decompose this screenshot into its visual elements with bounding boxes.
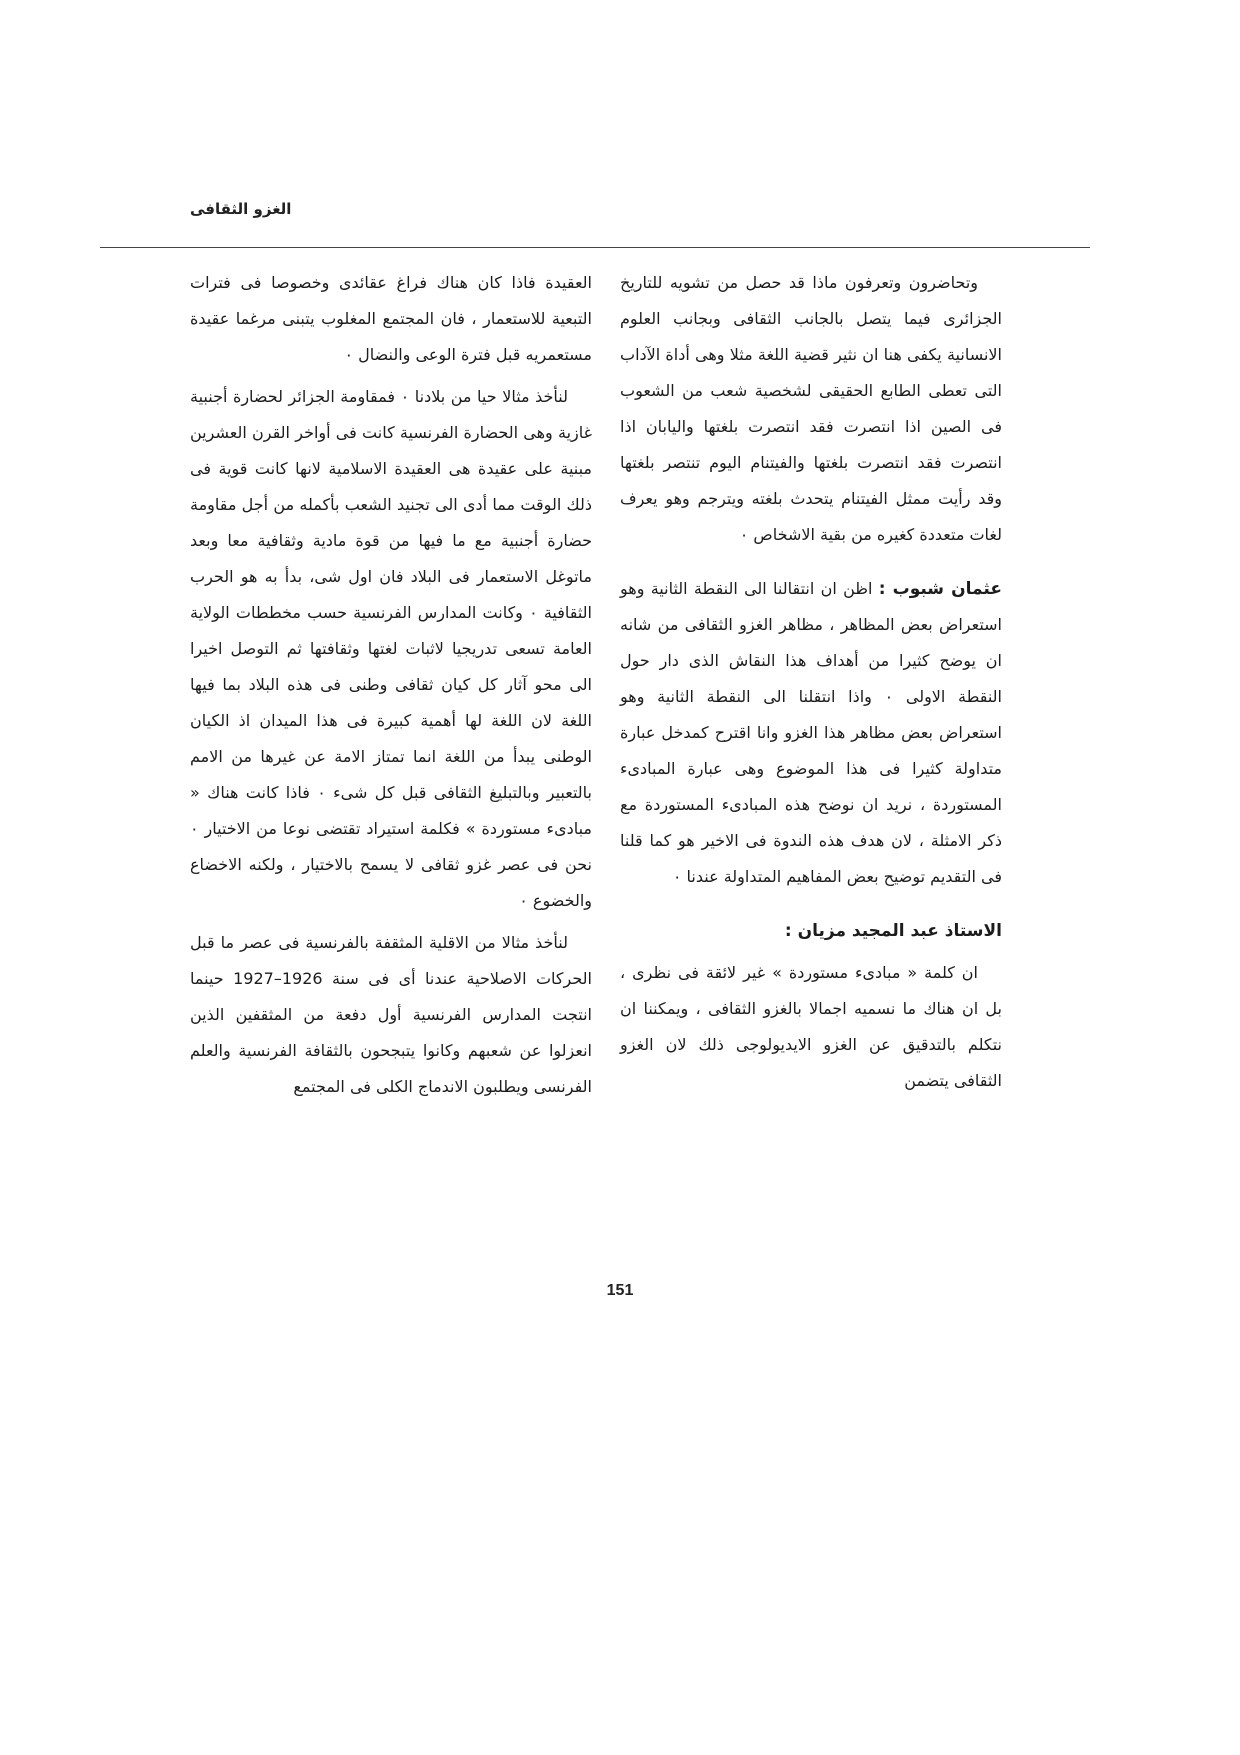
header-rule [100, 247, 1090, 248]
paragraph: وتحاضرون وتعرفون ماذا قد حصل من تشويه للتاريخ الجزائرى فيما يتصل بالجانب الثقافى وبجانب العلوم الانسانية يكفى هنا ان نثير قضية اللغة مثلا وهى أداة الآداب التى تعطى الطابع الحقيقى لشخصية شعب من الشعوب فى الصين اذا انتصرت فقد انتصرت بلغتها واليابان اذا انتصرت فقد انتصرت بلغتها والفيتنام اليوم تنتصر بلغتها وقد رأيت ممثل الفيتنام يتحدث بلغته ويترجم وهو يعرف لغات متعددة كغيره من بقية الاشخاص ٠ [620, 273, 1002, 544]
speaker-name: عثمان شبوب : [878, 579, 1002, 599]
speaker-text: ان كلمة « مبادىء مستوردة » غير لائقة فى نظرى ، بل ان هناك ما نسميه اجمالا بالغزو الثقافى ، ويمكننا ان نتكلم بالتدقيق عن الغزو الايديولوجى ذلك لان الغزو الثقافى يتضمن [620, 963, 1002, 1090]
left-column [190, 265, 592, 1111]
speaker-heading [620, 913, 1002, 949]
paragraph: لنأخذ مثالا من الاقلية المثقفة بالفرنسية فى عصر ما قبل الحركات الاصلاحية عندنا أى فى سنة 1926–1927 حينما انتجت المدارس الفرنسية أول دفعة من المثقفين الذين انعزلوا عن شعبهم وكانوا يتبجحون بالثقافة الفرنسية والعلم الفرنسى ويطلبون الاندماج الكلى فى المجتمع [190, 933, 592, 1096]
right-column [620, 265, 1002, 1105]
running-title: الغزو الثقافى [190, 200, 292, 218]
paragraph: العقيدة فاذا كان هناك فراغ عقائدى وخصوصا فى فترات التبعية للاستعمار ، فان المجتمع المغلوب يتبنى مرغما عقيدة مستعمريه قبل فترة الوعى والنضال ٠ [190, 273, 592, 364]
speaker-name: الاستاذ عبد المجيد مزيان : [784, 921, 1002, 941]
speaker-text: اظن ان انتقالنا الى النقطة الثانية وهو استعراض بعض المظاهر ، مظاهر الغزو الثقافى من شانه ان يوضح كثيرا من أهداف هذا النقاش الذى دار حول النقطة الاولى ٠ واذا انتقلنا الى النقطة الثانية وهو استعراض بعض مظاهر هذا الغزو وانا اقترح كمدخل عبارة متداولة كثيرا فى هذا الموضوع وهى عبارة المبادىء المستوردة ، نريد ان نوضح هذه المبادىء المستوردة مع ذكر الامثلة ، لان هدف هذه الندوة فى الاخير هو كما قلنا فى التقديم توضيح بعض المفاهيم المتداولة عندنا ٠ [620, 579, 1002, 886]
speaker-paragraph [620, 571, 1002, 895]
paragraph: لنأخذ مثالا حيا من بلادنا ٠ فمقاومة الجزائر لحضارة أجنبية غازية وهى الحضارة الفرنسية كانت فى أواخر القرن العشرين مبنية على عقيدة هى العقيدة الاسلامية لانها كانت قوية فى ذلك الوقت مما أدى الى تجنيد الشعب بأكمله من أجل مقاومة حضارة أجنبية مع ما فيها من قوة مادية وثقافية معا وبعد ماتوغل الاستعمار فى البلاد فان اول شى، بدأ به هو الحرب الثقافية ٠ وكانت المدارس الفرنسية حسب مخططات الولاية العامة تسعى تدريجيا لاثبات لغتها وثقافتها ثم التوصل اخيرا الى محو آثار كل كيان ثقافى وطنى فى هذه البلاد بما فيها اللغة لان اللغة لها أهمية كبيرة فى هذا الميدان اذ الكيان الوطنى يبدأ من اللغة انما تمتاز الامة عن غيرها من الامم بالتعبير وبالتبليغ الثقافى قبل كل شىء ٠ فاذا كانت هناك « مبادىء مستوردة » فكلمة استيراد تقتضى نوعا من الاختيار ٠ نحن فى عصر غزو ثقافى لا يسمح بالاختيار ، ولكنه الاخضاع والخضوع ٠ [190, 387, 592, 910]
page-number: 151 [606, 1282, 634, 1299]
